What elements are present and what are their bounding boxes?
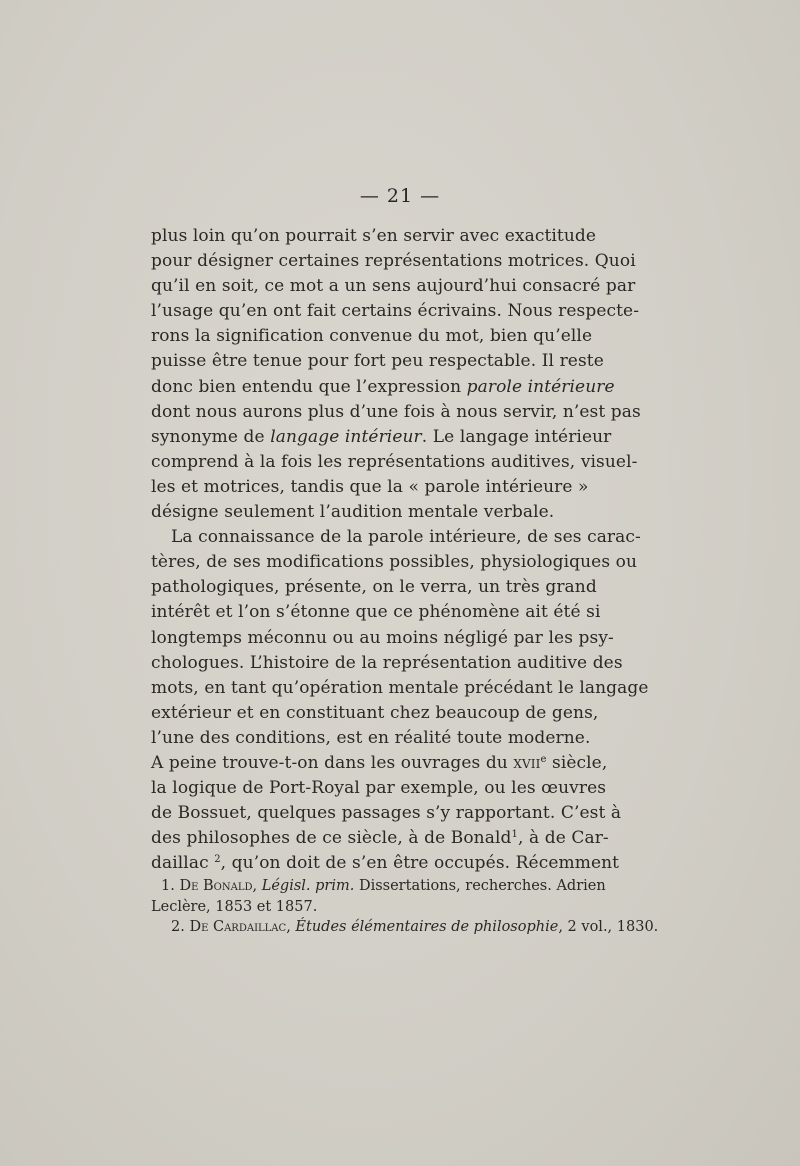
text-line: pathologiques, présente, on le verra, un très grand <box>151 577 597 598</box>
text-line: rons la signification convenue du mot, bien qu’elle <box>151 326 593 347</box>
italic-term: langage intérieur <box>270 426 422 447</box>
text-line: dont nous aurons plus d’une fois à nous servir, n’est pas <box>151 401 641 422</box>
text-line: intérêt et l’on s’étonne que ce phénomène ait été si <box>151 602 601 623</box>
paragraph-2 <box>151 525 649 876</box>
text-line: de Bossuet, quelques passages s’y rapportant. C’est à <box>151 803 622 824</box>
text-line: plus loin qu’on pourrait s’en servir avec exactitude <box>151 226 597 246</box>
text-line: les et motrices, tandis que la « parole intérieure » <box>151 476 589 497</box>
text-line: tères, de ses modifications possibles, physiologiques ou <box>151 552 638 573</box>
text-line: extérieur et en constituant chez beaucoup de gens, <box>151 702 599 723</box>
text-line: la logique de Port-Royal par exemple, ou les œuvres <box>151 778 607 799</box>
body-text <box>151 224 649 876</box>
text-line: l’une des conditions, est en réalité toute moderne. <box>151 727 591 748</box>
text-line: donc bien entendu que l’expression parole intérieure <box>151 376 615 397</box>
text-line: La connaissance de la parole intérieure, de ses carac- <box>171 527 641 548</box>
footnote-author: De Cardaillac <box>189 919 287 935</box>
text-line: l’usage qu’en ont fait certains écrivains. Nous respecte- <box>151 301 640 322</box>
century-numeral: xvii <box>513 752 541 773</box>
footnote-2: 2. De Cardaillac, Études élémentaires de philosophie, 2 vol., 1830. <box>171 919 659 935</box>
text-line: longtemps méconnu ou au moins négligé par les psy- <box>151 627 614 648</box>
text-line: désigne seulement l’audition mentale verbale. <box>151 502 555 523</box>
text-line: comprend à la fois les représentations auditives, visuel- <box>151 451 638 472</box>
text-line: chologues. L’histoire de la représentation auditive des <box>151 652 623 673</box>
text-line: mots, en tant qu’opération mentale précédant le langage <box>151 677 649 698</box>
page-number: — 21 — <box>359 185 441 207</box>
text-line: des philosophes de ce siècle, à de Bonald$^1$, à de Car- <box>151 828 609 849</box>
footnote-title: Législ. prim. <box>261 878 355 894</box>
superscript: e <box>540 753 547 765</box>
text-line: puisse être tenue pour fort peu respectable. Il reste <box>151 351 604 372</box>
footnote-1: 1. De Bonald, Législ. prim. Dissertations, recherches. Adrien <box>161 878 606 894</box>
text-line: A peine trouve-t-on dans les ouvrages du xvii$^e$ siècle, <box>151 752 608 773</box>
footnote-ref-2[interactable]: 2 <box>214 854 221 866</box>
text-line: daillac $^2$, qu’on doit de s’en être occupés. Récemment <box>151 853 620 874</box>
italic-term: parole intérieure <box>466 376 615 397</box>
footnote-title: Études élémentaires de philosophie <box>295 919 559 935</box>
text-line: qu’il en soit, ce mot a un sens aujourd’hui consacré par <box>151 276 636 297</box>
footnotes <box>151 876 659 938</box>
text-line: synonyme de langage intérieur. Le langage intérieur <box>151 426 612 447</box>
footnote-author: De Bonald <box>179 878 253 894</box>
paragraph-1 <box>151 224 641 525</box>
footnote-ref-1[interactable]: 1 <box>511 829 518 841</box>
text-line: pour désigner certaines représentations motrices. Quoi <box>151 251 636 272</box>
footnote-1-continued: Leclère, 1853 et 1857. <box>151 898 318 915</box>
